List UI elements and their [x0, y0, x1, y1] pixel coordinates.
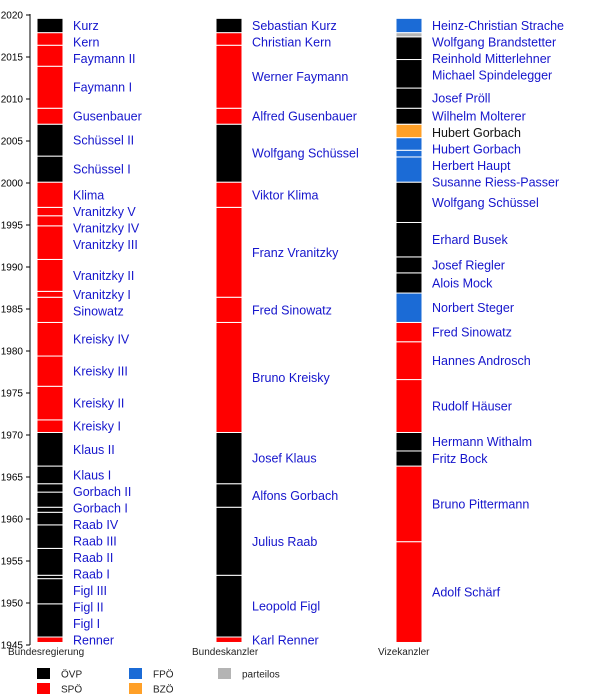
segment-label-vizekanzler: Josef Pröll	[432, 91, 491, 106]
bar-segment-bundesregierung	[37, 18, 63, 32]
bar-segment-vizekanzler	[396, 342, 422, 380]
bar-segment-vizekanzler	[396, 432, 422, 450]
segment-label-bundesregierung: Schüssel II	[73, 133, 135, 148]
segment-label-bundesregierung: Kreisky III	[73, 364, 128, 379]
bar-segment-vizekanzler	[396, 124, 422, 137]
bar-segment-bundeskanzler	[216, 322, 242, 432]
bar-segment-bundesregierung	[37, 216, 63, 226]
segment-label-bundesregierung: Vranitzky II	[73, 268, 135, 283]
column-titles	[8, 647, 430, 658]
segment-label-vizekanzler: Michael Spindelegger	[432, 68, 553, 83]
segment-label-vizekanzler: Adolf Schärf	[432, 585, 501, 600]
y-tick-label: 2020	[0, 10, 23, 22]
segment-label-vizekanzler: Reinhold Mitterlehner	[432, 52, 551, 66]
legend-label-spoe: SPÖ	[61, 684, 83, 696]
bar-segment-vizekanzler	[396, 33, 422, 37]
bar-segment-bundeskanzler	[216, 33, 242, 46]
y-tick-label: 1995	[0, 220, 23, 232]
segment-label-vizekanzler: Hubert Gorbach	[432, 126, 521, 141]
bar-segment-bundesregierung	[37, 66, 63, 108]
bar-segment-bundeskanzler	[216, 637, 242, 642]
y-tick-label: 2000	[0, 178, 23, 190]
segment-label-vizekanzler: Susanne Riess-Passer	[432, 175, 560, 190]
segment-label-bundesregierung: Klima	[73, 188, 105, 203]
bar-segment-vizekanzler	[396, 222, 422, 256]
segment-label-bundesregierung: Renner	[73, 633, 114, 648]
segment-label-bundesregierung: Raab III	[73, 534, 117, 549]
legend-swatch-parteilos	[218, 668, 231, 679]
bar-segment-bundesregierung	[37, 492, 63, 507]
y-tick-label: 1945	[0, 640, 23, 652]
segment-label-bundesregierung: Faymann II	[73, 52, 136, 66]
segment-label-bundesregierung: Kern	[73, 35, 100, 50]
segment-label-vizekanzler: Wilhelm Molterer	[432, 109, 526, 124]
legend-label-parteilos: parteilos	[242, 669, 280, 681]
legend-swatch-oevp	[37, 668, 50, 679]
segment-label-bundesregierung: Kreisky I	[73, 419, 121, 434]
bar-segment-vizekanzler	[396, 466, 422, 542]
bar-segment-bundeskanzler	[216, 575, 242, 637]
segment-label-bundeskanzler: Viktor Klima	[252, 188, 319, 203]
segment-label-bundesregierung: Raab II	[73, 550, 114, 565]
legend-swatch-bzoe	[129, 683, 142, 694]
segment-label-bundesregierung: Figl I	[73, 616, 101, 631]
bar-segment-bundeskanzler	[216, 182, 242, 207]
segment-label-vizekanzler: Heinz-Christian Strache	[432, 19, 564, 33]
bar-segment-bundesregierung	[37, 637, 63, 642]
segment-label-vizekanzler: Fred Sinowatz	[432, 325, 512, 340]
bar-segment-vizekanzler	[396, 157, 422, 182]
y-tick-label: 2005	[0, 136, 23, 148]
bar-segment-bundeskanzler	[216, 18, 242, 32]
segment-label-vizekanzler: Fritz Bock	[432, 452, 488, 467]
segment-label-bundeskanzler: Christian Kern	[252, 35, 332, 50]
segment-label-bundesregierung: Schüssel I	[73, 162, 131, 177]
segment-label-bundeskanzler: Bruno Kreisky	[252, 370, 330, 385]
segment-label-bundeskanzler: Josef Klaus	[252, 451, 317, 466]
segment-label-bundesregierung: Klaus I	[73, 468, 112, 483]
bar-segment-vizekanzler	[396, 182, 422, 222]
bar-segment-bundesregierung	[37, 466, 63, 484]
y-tick-label: 2010	[0, 94, 23, 106]
bar-segment-bundesregierung	[37, 322, 63, 356]
bar-segment-vizekanzler	[396, 138, 422, 151]
bar-segment-bundeskanzler	[216, 108, 242, 124]
bar-segment-vizekanzler	[396, 273, 422, 293]
segment-label-bundeskanzler: Alfons Gorbach	[252, 488, 339, 503]
bar-segment-bundeskanzler	[216, 432, 242, 483]
bar-segment-bundesregierung	[37, 291, 63, 297]
segment-label-bundeskanzler: Franz Vranitzky	[252, 245, 339, 260]
y-tick-label: 1955	[0, 556, 23, 568]
segment-label-bundesregierung: Klaus II	[73, 442, 115, 457]
bar-segment-bundesregierung	[37, 579, 63, 604]
segment-label-bundeskanzler: Fred Sinowatz	[252, 303, 332, 318]
bar-segment-bundesregierung	[37, 124, 63, 156]
bar-segment-bundesregierung	[37, 108, 63, 124]
bar-segment-vizekanzler	[396, 542, 422, 643]
bar-segment-vizekanzler	[396, 37, 422, 60]
bar-segment-vizekanzler	[396, 322, 422, 341]
bar-segment-bundesregierung	[37, 512, 63, 525]
segment-label-bundesregierung: Vranitzky V	[73, 205, 136, 220]
column-title-bundeskanzler: Bundeskanzler	[192, 647, 259, 658]
bar-segment-bundeskanzler	[216, 124, 242, 182]
y-tick-label: 1985	[0, 304, 23, 316]
bar-segment-bundesregierung	[37, 548, 63, 575]
bar-segment-bundesregierung	[37, 575, 63, 578]
bar-segment-bundesregierung	[37, 45, 63, 66]
segment-label-vizekanzler: Hannes Androsch	[432, 354, 531, 369]
segment-label-vizekanzler: Hubert Gorbach	[432, 142, 521, 157]
segment-label-bundesregierung: Gorbach I	[73, 501, 128, 516]
segment-label-bundeskanzler: Werner Faymann	[252, 70, 349, 85]
bar-segment-vizekanzler	[396, 257, 422, 273]
column-title-bundesregierung: Bundesregierung	[8, 647, 85, 658]
legend	[37, 668, 280, 696]
segment-label-vizekanzler: Herbert Haupt	[432, 159, 511, 174]
segment-label-vizekanzler: Josef Riegler	[432, 258, 505, 273]
segment-label-bundesregierung: Gusenbauer	[73, 109, 142, 124]
segment-label-vizekanzler: Rudolf Häuser	[432, 399, 512, 414]
bar-segment-bundeskanzler	[216, 484, 242, 508]
segment-label-bundesregierung: Sinowatz	[73, 304, 124, 319]
column-title-vizekanzler: Vizekanzler	[378, 647, 430, 658]
bar-segment-bundesregierung	[37, 525, 63, 549]
bar-segment-bundesregierung	[37, 259, 63, 291]
segment-label-bundesregierung: Kreisky IV	[73, 332, 130, 347]
segment-label-vizekanzler: Norbert Steger	[432, 301, 514, 316]
bar-segment-bundeskanzler	[216, 207, 242, 297]
bar-segment-bundesregierung	[37, 386, 63, 420]
legend-swatch-fpoe	[129, 668, 142, 679]
segment-labels	[73, 19, 564, 647]
bar-segment-vizekanzler	[396, 451, 422, 466]
segment-label-bundeskanzler: Karl Renner	[252, 633, 319, 648]
segment-label-bundeskanzler: Sebastian Kurz	[252, 19, 337, 33]
bar-segment-vizekanzler	[396, 150, 422, 157]
segment-label-bundesregierung: Vranitzky I	[73, 287, 131, 302]
bar-segment-bundesregierung	[37, 420, 63, 433]
y-tick-label: 1960	[0, 514, 23, 526]
bar-segment-vizekanzler	[396, 88, 422, 108]
segment-label-bundeskanzler: Alfred Gusenbauer	[252, 109, 357, 124]
bar-segment-bundesregierung	[37, 156, 63, 182]
bar-segment-bundeskanzler	[216, 45, 242, 108]
y-tick-label: 1965	[0, 472, 23, 484]
segment-label-bundeskanzler: Leopold Figl	[252, 599, 321, 614]
segment-label-bundesregierung: Gorbach II	[73, 484, 132, 499]
bar-segment-vizekanzler	[396, 108, 422, 124]
bar-segment-vizekanzler	[396, 380, 422, 433]
legend-swatch-spoe	[37, 683, 50, 694]
segment-label-bundesregierung: Raab I	[73, 567, 110, 582]
bar-segment-bundeskanzler	[216, 507, 242, 575]
segment-label-bundesregierung: Raab IV	[73, 517, 119, 532]
y-tick-label: 1980	[0, 346, 23, 358]
bar-segment-bundesregierung	[37, 356, 63, 386]
segment-label-bundesregierung: Vranitzky III	[73, 238, 138, 253]
bar-segment-bundesregierung	[37, 604, 63, 637]
legend-label-oevp: ÖVP	[61, 669, 83, 681]
segment-label-bundesregierung: Faymann I	[73, 80, 133, 95]
bar-segment-vizekanzler	[396, 293, 422, 322]
bar-segment-bundeskanzler	[216, 297, 242, 322]
legend-label-bzoe: BZÖ	[153, 684, 174, 696]
legend-label-fpoe: FPÖ	[153, 669, 174, 681]
bar-segment-bundesregierung	[37, 432, 63, 466]
segment-label-vizekanzler: Bruno Pittermann	[432, 497, 530, 512]
bar-segment-bundesregierung	[37, 226, 63, 260]
y-axis	[1, 11, 30, 652]
segment-label-bundesregierung: Figl III	[73, 583, 108, 598]
segment-label-vizekanzler: Hermann Withalm	[432, 435, 533, 450]
y-tick-label: 2015	[0, 52, 23, 64]
segment-label-vizekanzler: Erhard Busek	[432, 233, 508, 248]
segment-label-bundeskanzler: Wolfgang Schüssel	[252, 146, 359, 161]
y-tick-label: 1950	[0, 598, 23, 610]
bar-segment-bundesregierung	[37, 484, 63, 492]
segment-label-bundesregierung: Kreisky II	[73, 396, 125, 411]
segment-label-bundeskanzler: Julius Raab	[252, 534, 318, 549]
segment-label-vizekanzler: Alois Mock	[432, 276, 493, 291]
segment-label-bundesregierung: Vranitzky IV	[73, 221, 140, 236]
bar-segment-vizekanzler	[396, 18, 422, 32]
segment-label-bundesregierung: Figl II	[73, 600, 104, 615]
bar-segment-bundesregierung	[37, 33, 63, 46]
bar-segment-bundesregierung	[37, 297, 63, 322]
segment-label-vizekanzler: Wolfgang Schüssel	[432, 195, 539, 210]
y-tick-label: 1975	[0, 388, 23, 400]
segment-label-bundesregierung: Kurz	[73, 19, 99, 33]
bar-segment-bundesregierung	[37, 182, 63, 207]
y-tick-label: 1970	[0, 430, 23, 442]
bar-segment-bundesregierung	[37, 207, 63, 215]
y-tick-label: 1990	[0, 262, 23, 274]
segment-label-vizekanzler: Wolfgang Brandstetter	[432, 35, 557, 50]
bar-segment-vizekanzler	[396, 60, 422, 89]
bar-segment-bundesregierung	[37, 507, 63, 512]
